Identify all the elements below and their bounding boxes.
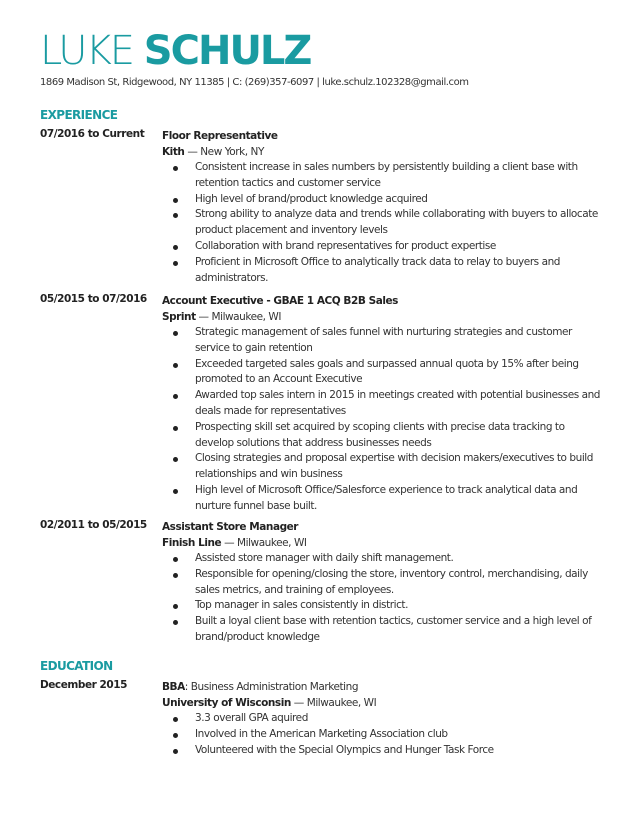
- list-item: Strong ability to analyze data and trends while collaborating with buyers to allocate product placement and inventory levels: [195, 207, 600, 239]
- list-item: Assisted store manager with daily shift management.: [195, 551, 600, 567]
- job-dates: 02/2011 to 05/2015: [40, 519, 147, 531]
- list-item: High level of brand/product knowledge acquired: [195, 192, 600, 208]
- job-bullets: [162, 325, 600, 515]
- job-title: Assistant Store Manager: [162, 521, 299, 533]
- list-item: High level of Microsoft Office/Salesforce experience to track analytical data and nurture funnel base built.: [195, 483, 600, 515]
- job-location: New York, NY: [200, 146, 264, 158]
- job-title: Account Executive - GBAE 1 ACQ B2B Sales: [162, 295, 398, 307]
- list-item: Strategic management of sales funnel with nurturing strategies and customer service to gain retention: [195, 325, 600, 357]
- school-line: University of Wisconsin — Milwaukee, WI: [162, 697, 377, 709]
- job-title: Floor Representative: [162, 130, 278, 142]
- candidate-name: [40, 29, 310, 73]
- first-name: LUKE: [40, 28, 134, 74]
- degree-line: [162, 679, 600, 695]
- list-item: Responsible for opening/closing the store, inventory control, merchandising, daily sales metrics, and training of employees.: [195, 567, 600, 599]
- job-bullets: [162, 160, 600, 286]
- list-item: Involved in the American Marketing Association club: [195, 727, 600, 743]
- list-item: Top manager in sales consistently in district.: [195, 598, 600, 614]
- degree-field: : Business Administration Marketing: [184, 681, 359, 693]
- list-item: Built a loyal client base with retention tactics, customer service and a high level of brand/product knowledge: [195, 614, 600, 646]
- education-heading: EDUCATION: [40, 659, 113, 673]
- list-item: Volunteered with the Special Olympics and Hunger Task Force: [195, 743, 600, 759]
- company-name: Sprint: [162, 311, 196, 323]
- education-bullets: [162, 711, 600, 758]
- contact-line: 1869 Madison St, Ridgewood, NY 11385 | C: (269)357-6097 | luke.schulz.102328@gmail.com: [40, 77, 469, 88]
- job-company-line: Sprint — Milwaukee, WI: [162, 311, 282, 323]
- company-name: Kith: [162, 146, 185, 158]
- job-company-line: Finish Line — Milwaukee, WI: [162, 537, 307, 549]
- job-dates: 07/2016 to Current: [40, 128, 145, 140]
- list-item: Awarded top sales intern in 2015 in meetings created with potential businesses and deals made for representatives: [195, 388, 600, 420]
- last-name: SCHULZ: [143, 28, 311, 74]
- list-item: Proficient in Microsoft Office to analytically track data to relay to buyers and administrators.: [195, 255, 600, 287]
- list-item: Consistent increase in sales numbers by persistently building a client base with retention tactics and customer service: [195, 160, 600, 192]
- degree: BBA: [162, 681, 185, 693]
- list-item: Collaboration with brand representatives for product expertise: [195, 239, 600, 255]
- list-item: 3.3 overall GPA aquired: [195, 711, 600, 727]
- school-location: Milwaukee, WI: [306, 697, 377, 709]
- list-item: Closing strategies and proposal expertise with decision makers/executives to build relationships and win business: [195, 451, 600, 483]
- job-company-line: Kith — New York, NY: [162, 146, 264, 158]
- experience-heading: EXPERIENCE: [40, 108, 118, 122]
- job-bullets: [162, 551, 600, 646]
- school-name: University of Wisconsin: [162, 697, 291, 709]
- list-item: Prospecting skill set acquired by scoping clients with precise data tracking to develop solutions that address businesses needs: [195, 420, 600, 452]
- education-date: December 2015: [40, 679, 127, 691]
- job-dates: 05/2015 to 07/2016: [40, 293, 147, 305]
- company-name: Finish Line: [162, 537, 222, 549]
- job-location: Milwaukee, WI: [237, 537, 307, 549]
- list-item: Exceeded targeted sales goals and surpassed annual quota by 15% after being promoted to an Account Executive: [195, 357, 600, 389]
- job-location: Milwaukee, WI: [211, 311, 282, 323]
